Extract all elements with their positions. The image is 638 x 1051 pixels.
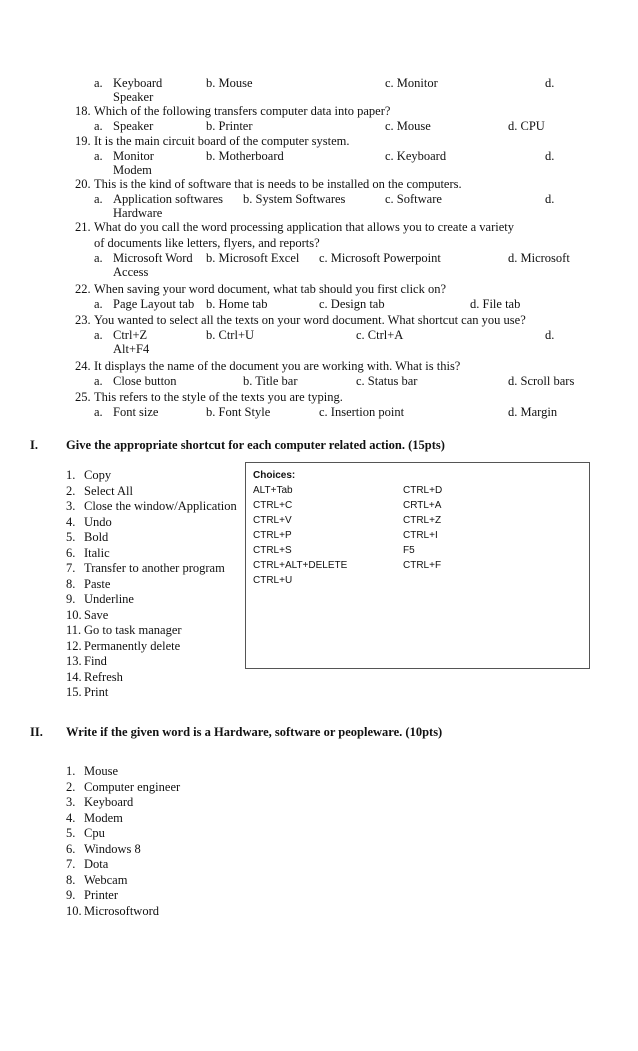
question-text: Which of the following transfers computer data into paper? [94,104,391,118]
section2-numeral: II. [30,725,43,739]
section1-item-number: 14. [66,669,82,684]
option-text: b. Home tab [206,297,268,311]
option-text: Ctrl+Z [113,328,148,342]
choice-item: CTRL+U [253,575,293,586]
option-text-wrapped: Speaker [113,90,154,104]
section1-item-number: 11. [66,623,82,637]
option-text: c. Mouse [385,119,431,133]
section1-item-number: 3. [66,499,76,513]
section2-item-number: 4. [66,810,76,825]
section1-item-number: 12. [66,638,82,653]
option-text: d. Scroll bars [508,374,575,388]
section2-item: Computer engineer [84,779,181,794]
section1-item: Close the window/Application [84,499,237,513]
section2-item-number: 1. [66,764,76,778]
option-text: Close button [113,374,177,388]
section1-item-number: 9. [66,592,76,606]
section1-item-number: 1. [66,468,76,482]
section2-item-number: 7. [66,857,76,871]
option-text-wrapped: Modem [113,163,152,177]
section2-item-number: 6. [66,841,76,856]
option-letter: a. [94,119,103,133]
option-text: b. Printer [206,119,253,133]
section2-item-number: 10. [66,903,82,918]
option-text: Application softwares [113,192,224,206]
question-number: 25. [75,390,91,404]
section1-item: Undo [84,514,112,529]
option-text: Monitor [113,149,154,163]
option-text: c. Insertion point [319,405,405,419]
section2-item-number: 2. [66,779,76,794]
section2-item-number: 9. [66,888,76,902]
section1-item-number: 5. [66,530,76,544]
section1-item: Permanently delete [84,638,181,653]
option-text: d. [545,192,555,206]
option-text-wrapped: Alt+F4 [113,342,150,356]
choice-item: CTRL+S [253,545,292,556]
section1-item: Transfer to another program [84,561,225,575]
option-text: b. Motherboard [206,149,284,163]
choice-item: F5 [403,545,415,556]
section1-item-number: 7. [66,561,76,575]
question-number: 21. [75,220,91,234]
option-text: c. Design tab [319,297,385,311]
section2-item: Mouse [84,764,119,778]
section1-item: Print [84,685,109,699]
option-letter: a. [94,76,103,90]
choice-item: CTRL+D [403,485,443,496]
question-text: You wanted to select all the texts on your word document. What shortcut can you use? [94,313,526,327]
section1-item: Underline [84,592,134,606]
section1-item: Copy [84,468,112,482]
option-text: d. File tab [470,297,521,311]
section2-item: Printer [84,888,119,902]
option-text: Microsoft Word [113,251,193,265]
section1-numeral: I. [30,438,38,452]
option-text: Keyboard [113,76,163,90]
option-letter: a. [94,192,103,206]
section1-heading: Give the appropriate shortcut for each computer related action. (15pts) [66,438,445,452]
option-text: c. Keyboard [385,149,447,163]
section1-item-number: 4. [66,514,76,529]
option-letter: a. [94,328,103,342]
choice-item: CTRL+Z [403,515,442,526]
option-text: d. CPU [508,119,545,133]
section1-item-number: 2. [66,483,76,498]
option-letter: a. [94,297,103,311]
option-text: Font size [113,405,159,419]
option-text: d. [545,328,555,342]
section2-item-number: 3. [66,795,76,809]
choice-item: CTRL+F [403,560,442,571]
option-text: b. Microsoft Excel [206,251,300,265]
option-letter: a. [94,251,103,265]
section1-item-number: 6. [66,545,76,560]
choice-item: ALT+Tab [253,485,293,496]
section1-item-number: 15. [66,685,82,699]
option-text: b. Font Style [206,405,271,419]
option-text: d. [545,76,555,90]
option-text: b. Title bar [243,374,298,388]
option-text: c. Microsoft Powerpoint [319,251,441,265]
choice-item: CTRL+C [253,500,293,511]
question-text-continued: of documents like letters, flyers, and reports? [94,236,320,250]
option-text: b. Mouse [206,76,253,90]
section2-item: Windows 8 [84,841,141,856]
choice-item: CTRL+ALT+DELETE [253,560,348,571]
section1-item: Paste [84,576,111,591]
choice-item: CTRL+P [253,530,292,541]
choice-item: CTRL+V [253,515,292,526]
section1-item: Italic [84,545,110,560]
option-text: c. Status bar [356,374,418,388]
question-number: 20. [75,177,91,191]
question-number: 22. [75,282,91,296]
question-text: This is the kind of software that is needs to be installed on the computers. [94,177,462,191]
section1-item-number: 13. [66,654,82,668]
question-text: What do you call the word processing application that allows you to create a variety [94,220,515,234]
option-letter: a. [94,149,103,163]
option-text: b. System Softwares [243,192,346,206]
section2-item-number: 8. [66,872,76,887]
choice-item: CRTL+A [403,500,442,511]
option-text: d. Margin [508,405,558,419]
question-text: When saving your word document, what tab should you first click on? [94,282,447,296]
choices-title: Choices: [253,470,296,481]
section1-item: Select All [84,483,133,498]
option-text: b. Ctrl+U [206,328,255,342]
option-text: c. Ctrl+A [356,328,404,342]
option-text: Speaker [113,119,154,133]
choice-item: CTRL+I [403,530,438,541]
question-number: 18. [75,104,91,118]
choices-box [245,462,590,669]
section2-item: Cpu [84,826,105,840]
section2-heading: Write if the given word is a Hardware, software or peopleware. (10pts) [66,725,443,739]
question-number: 23. [75,313,91,327]
option-letter: a. [94,405,103,419]
question-number: 19. [75,134,91,148]
option-text-wrapped: Access [113,265,149,279]
section2-item: Modem [84,810,123,825]
section1-item: Bold [84,530,109,544]
section1-item: Find [84,654,107,668]
section1-item-number: 8. [66,576,76,591]
option-text: d. [545,149,555,163]
option-text: c. Monitor [385,76,438,90]
section1-item: Go to task manager [84,623,182,637]
question-text: This refers to the style of the texts you are typing. [94,390,343,404]
option-text: Page Layout tab [113,297,195,311]
option-letter: a. [94,374,103,388]
section2-item-number: 5. [66,826,76,840]
question-text: It is the main circuit board of the computer system. [94,134,350,148]
option-text-wrapped: Hardware [113,206,163,220]
section2-item: Webcam [84,872,128,887]
option-text: c. Software [385,192,442,206]
section1-item-number: 10. [66,607,82,622]
question-text: It displays the name of the document you are working with. What is this? [94,359,461,373]
section1-item: Save [84,607,109,622]
question-number: 24. [75,359,91,373]
section2-item: Keyboard [84,795,134,809]
section2-item: Dota [84,857,109,871]
section2-item: Microsoftword [84,903,159,918]
section1-item: Refresh [84,669,123,684]
option-text: d. Microsoft [508,251,570,265]
